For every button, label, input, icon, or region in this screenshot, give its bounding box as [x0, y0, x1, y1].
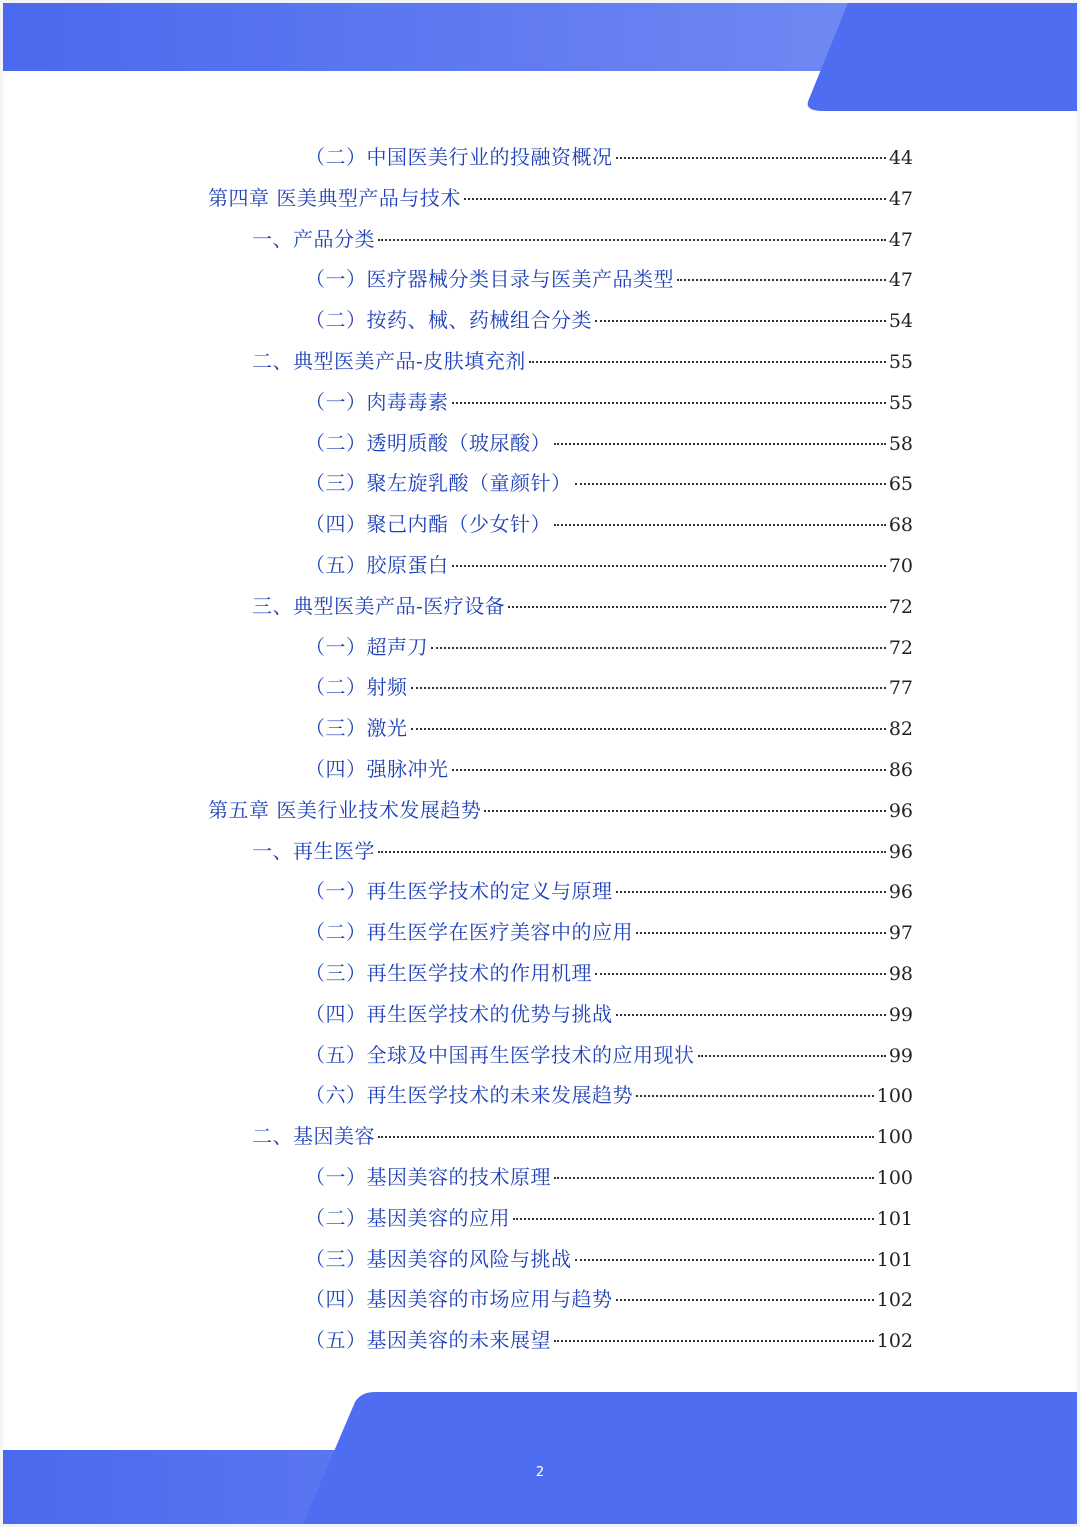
toc-entry-title: （五）基因美容的未来展望	[305, 1328, 551, 1353]
toc-entry-page-number: 96	[888, 881, 913, 904]
toc-entry-sub[interactable]	[305, 876, 913, 906]
toc-entry-sub[interactable]	[305, 632, 913, 662]
toc-entry-page-number: 72	[888, 595, 913, 618]
toc-dot-leader	[554, 1177, 874, 1179]
toc-entry-title: 第四章 医美典型产品与技术	[208, 185, 461, 210]
toc-entry-page-number: 55	[888, 351, 913, 373]
toc-dot-leader	[464, 198, 886, 200]
toc-entry-sub[interactable]	[305, 305, 913, 335]
toc-entry-title: （一）肉毒毒素	[305, 389, 449, 414]
toc-entry-page-number: 58	[888, 432, 913, 455]
toc-entry-page-number: 97	[888, 922, 913, 945]
toc-entry-page-number: 47	[888, 269, 913, 292]
toc-entry-sub[interactable]	[305, 713, 913, 743]
toc-entry-page-number: 102	[876, 1330, 913, 1353]
toc-entry-title: （二）射频	[305, 675, 408, 700]
toc-dot-leader	[529, 361, 886, 363]
toc-dot-leader	[677, 279, 886, 281]
toc-entry-page-number: 96	[888, 799, 913, 822]
toc-dot-leader	[484, 810, 885, 812]
toc-entry-title: （五）全球及中国再生医学技术的应用现状	[305, 1042, 695, 1067]
toc-dot-leader	[575, 483, 886, 485]
toc-entry-section[interactable]	[252, 836, 913, 866]
toc-entry-sub[interactable]	[305, 999, 913, 1029]
toc-entry-title: 一、产品分类	[252, 226, 375, 251]
toc-dot-leader	[616, 157, 886, 159]
toc-entry-sub[interactable]	[305, 672, 913, 702]
toc-entry-page-number: 96	[888, 840, 913, 863]
toc-entry-title: （四）聚己内酯（少女针）	[305, 512, 551, 537]
toc-dot-leader	[411, 687, 886, 689]
toc-entry-title: 二、基因美容	[252, 1124, 375, 1149]
toc-entry-chapter[interactable]	[208, 183, 913, 213]
toc-dot-leader	[411, 728, 886, 730]
toc-entry-title: （二）基因美容的应用	[305, 1205, 510, 1230]
toc-entry-page-number: 102	[876, 1289, 913, 1312]
toc-entry-title: （六）再生医学技术的未来发展趋势	[305, 1083, 633, 1108]
toc-entry-section[interactable]	[252, 1121, 913, 1151]
toc-entry-page-number: 99	[888, 1003, 913, 1026]
toc-dot-leader	[554, 443, 886, 445]
toc-entry-title: （三）聚左旋乳酸（童颜针）	[305, 471, 572, 496]
toc-entry-title: （二）按药、械、药械组合分类	[305, 308, 592, 333]
toc-entry-sub[interactable]	[305, 509, 913, 539]
toc-entry-title: （三）再生医学技术的作用机理	[305, 961, 592, 985]
toc-entry-page-number: 100	[876, 1085, 913, 1108]
toc-entry-sub[interactable]	[305, 142, 913, 172]
toc-dot-leader	[595, 320, 886, 322]
toc-dot-leader	[595, 973, 886, 975]
toc-dot-leader	[554, 1340, 874, 1342]
toc-entry-sub[interactable]	[305, 754, 913, 784]
toc-dot-leader	[636, 932, 886, 934]
toc-dot-leader	[513, 1218, 874, 1220]
toc-entry-title: （四）强脉冲光	[305, 757, 449, 781]
toc-entry-title: 第五章 医美行业技术发展趋势	[208, 797, 482, 822]
toc-entry-sub[interactable]	[305, 264, 913, 294]
toc-dot-leader	[636, 1095, 874, 1097]
toc-entry-title: （一）医疗器械分类目录与医美产品类型	[305, 267, 674, 292]
toc-entry-page-number: 82	[888, 718, 913, 741]
toc-entry-title: 三、典型医美产品-医疗设备	[252, 593, 506, 618]
toc-entry-title: 一、再生医学	[252, 838, 375, 863]
toc-entry-chapter[interactable]	[208, 795, 913, 825]
toc-entry-sub[interactable]	[305, 917, 913, 947]
toc-entry-sub[interactable]	[305, 1325, 913, 1355]
toc-dot-leader	[452, 565, 886, 567]
toc-dot-leader	[554, 524, 886, 526]
table-of-contents	[3, 3, 1077, 1524]
toc-entry-title: （一）再生医学技术的定义与原理	[305, 879, 613, 904]
toc-entry-page-number: 101	[876, 1248, 913, 1271]
toc-entry-title: （二）中国医美行业的投融资概况	[305, 145, 613, 169]
toc-entry-page-number: 47	[888, 187, 913, 210]
toc-entry-title: （一）基因美容的技术原理	[305, 1165, 551, 1189]
toc-entry-page-number: 47	[888, 228, 913, 251]
toc-entry-page-number: 65	[888, 473, 913, 496]
toc-entry-sub[interactable]	[305, 1080, 913, 1110]
toc-entry-title: （四）再生医学技术的优势与挑战	[305, 1001, 613, 1026]
footer-band-tab	[303, 1392, 1077, 1524]
toc-entry-sub[interactable]	[305, 1040, 913, 1070]
toc-entry-section[interactable]	[252, 224, 913, 254]
toc-dot-leader	[452, 769, 886, 771]
toc-entry-sub[interactable]	[305, 550, 913, 580]
toc-dot-leader	[616, 1014, 886, 1016]
toc-entry-page-number: 55	[888, 391, 913, 414]
toc-entry-title: （二）透明质酸（玻尿酸）	[305, 430, 551, 455]
toc-entry-page-number: 99	[888, 1044, 913, 1067]
toc-entry-page-number: 44	[888, 147, 913, 169]
toc-entry-sub[interactable]	[305, 1162, 913, 1192]
toc-entry-sub[interactable]	[305, 958, 913, 988]
toc-entry-section[interactable]	[252, 591, 913, 621]
toc-entry-sub[interactable]	[305, 1203, 913, 1233]
toc-dot-leader	[698, 1055, 886, 1057]
toc-entry-page-number: 100	[876, 1167, 913, 1189]
toc-entry-page-number: 86	[888, 759, 913, 781]
page-number: 2	[535, 1465, 545, 1480]
toc-entry-sub[interactable]	[305, 387, 913, 417]
toc-entry-title: 二、典型医美产品-皮肤填充剂	[252, 349, 526, 373]
toc-entry-page-number: 68	[888, 514, 913, 537]
document-page	[3, 3, 1077, 1524]
toc-entry-sub[interactable]	[305, 428, 913, 458]
footer-band	[3, 1392, 1077, 1524]
toc-entry-page-number: 101	[876, 1207, 913, 1230]
toc-entry-title: （一）超声刀	[305, 634, 428, 659]
toc-entry-page-number: 54	[888, 310, 913, 333]
toc-entry-page-number: 72	[888, 636, 913, 659]
toc-dot-leader	[616, 891, 886, 893]
toc-dot-leader	[508, 606, 886, 608]
toc-dot-leader	[616, 1299, 874, 1301]
toc-dot-leader	[431, 647, 886, 649]
toc-dot-leader	[378, 1136, 874, 1138]
toc-dot-leader	[378, 239, 886, 241]
toc-entry-title: （五）胶原蛋白	[305, 553, 449, 577]
toc-entry-section[interactable]	[252, 346, 913, 376]
toc-entry-sub[interactable]	[305, 1244, 913, 1274]
toc-dot-leader	[378, 851, 886, 853]
toc-entry-page-number: 98	[888, 963, 913, 985]
toc-entry-sub[interactable]	[305, 468, 913, 498]
toc-entry-title: （三）激光	[305, 716, 408, 741]
toc-entry-title: （四）基因美容的市场应用与趋势	[305, 1287, 613, 1312]
toc-entry-page-number: 77	[888, 677, 913, 700]
toc-entry-title: （二）再生医学在医疗美容中的应用	[305, 920, 633, 945]
toc-entry-page-number: 70	[888, 555, 913, 577]
toc-entry-sub[interactable]	[305, 1284, 913, 1314]
toc-dot-leader	[452, 402, 886, 404]
toc-entry-title: （三）基因美容的风险与挑战	[305, 1246, 572, 1271]
toc-dot-leader	[575, 1259, 874, 1261]
toc-entry-page-number: 100	[876, 1126, 913, 1149]
